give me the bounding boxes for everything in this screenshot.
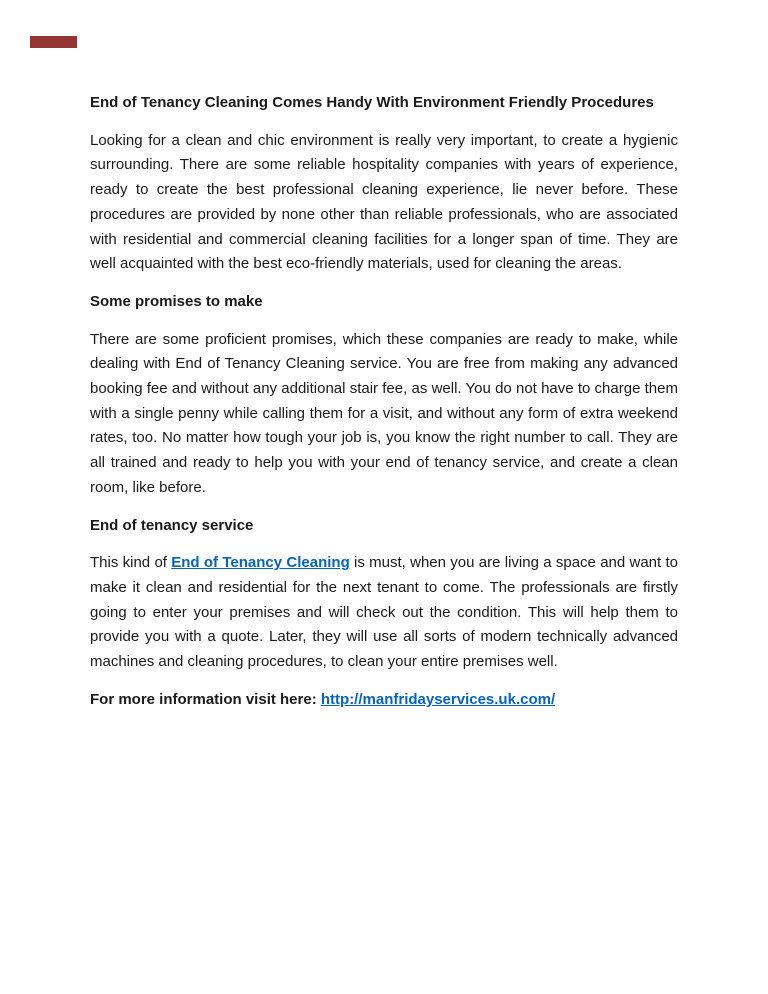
manfridayservices-link[interactable]: http://manfridayservices.uk.com/ xyxy=(320,690,556,708)
heading-some-promises: Some promises to make xyxy=(90,292,263,310)
paragraph-service-text-before: This kind of xyxy=(90,554,172,572)
footer-line xyxy=(90,688,678,713)
document-content xyxy=(90,91,678,725)
paragraph-promises: There are some proficient promises, which these companies are ready to make, while dealing with End of Tenancy Cleaning service. You are free from making any advanced booking fee and without any additional stair fee, as well. You do not have to charge them with a single penny while calling them for a visit, and without any form of extra weekend rates, too. No matter how tough your job is, you know the right number to call. They are all trained and ready to help you with your end of tenancy service, and create a clean room, like before. xyxy=(90,330,678,496)
end-of-tenancy-cleaning-link[interactable]: End of Tenancy Cleaning xyxy=(171,554,350,572)
paragraph-service xyxy=(90,551,678,675)
heading-end-of-tenancy-service: End of tenancy service xyxy=(90,516,254,534)
footer-label: For more information visit here: xyxy=(90,690,321,708)
paragraph-intro: Looking for a clean and chic environment is really very important, to create a hygienic surrounding. There are some reliable hospitality companies with years of experience, ready to create the best professional cleaning experience, lie never before. These procedures are provided by none other than reliable professionals, who are associated with residential and commercial cleaning facilities for a longer span of time. They are well acquainted with the best eco-friendly materials, used for cleaning the areas. xyxy=(90,131,678,273)
corner-logo-mark xyxy=(30,36,77,48)
document-title: End of Tenancy Cleaning Comes Handy With Environment Friendly Procedures xyxy=(90,94,654,111)
paragraph-service-text-after: is must, when you are living a space and want to make it clean and residential for the next tenant to come. The professionals are firstly going to enter your premises and will check out the condition. This will help them to provide you with a quote. Later, they will use all sorts of modern technically advanced machines and cleaning procedures, to clean your entire premises well. xyxy=(90,554,679,671)
